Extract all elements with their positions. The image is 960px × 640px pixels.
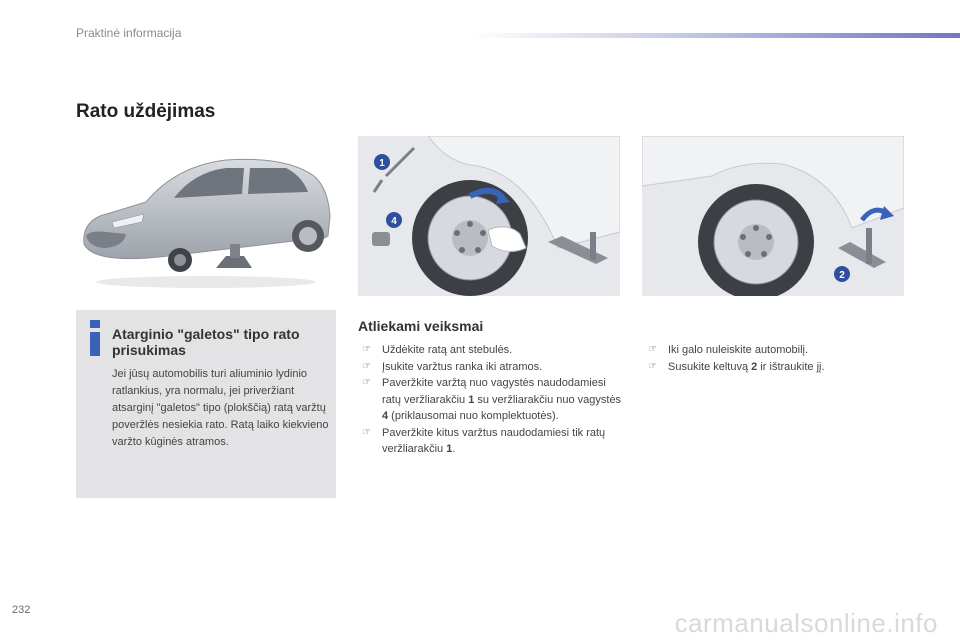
info-box xyxy=(76,310,336,498)
page-number: 232 xyxy=(12,604,31,616)
pointing-hand-icon: ☞ xyxy=(362,344,371,355)
step-reference-number: 1 xyxy=(446,443,453,455)
steps-list-right xyxy=(648,342,910,375)
lowering-jack-illustration xyxy=(642,136,904,296)
step-reference-number: 2 xyxy=(751,360,758,373)
step-item xyxy=(648,342,910,359)
callout-1: 1 xyxy=(379,158,385,169)
step-text: Uždėkite ratą ant stebulės. xyxy=(382,344,513,356)
actions-title: Atliekami veiksmai xyxy=(358,318,484,334)
step-text: . xyxy=(452,443,456,455)
car-on-jack-illustration xyxy=(76,136,338,296)
steps-list-left xyxy=(362,342,624,458)
step-text: ir ištraukite jį. xyxy=(757,360,825,373)
step-text: Įsukite varžtus ranka iki atramos. xyxy=(382,360,543,373)
step-text: Paveržkite kitus varžtus naudodamiesi tik ratų veržliarakčiu xyxy=(382,426,606,455)
pointing-hand-icon: ☞ xyxy=(362,360,371,372)
step-text: (priklausomai nuo komplektuotės). xyxy=(388,410,559,422)
step-text: Paveržkite varžtą nuo vagystės naudodamiesi ratų veržliarakčiu xyxy=(382,377,606,406)
step-text: Iki galo nuleiskite automobilį. xyxy=(668,344,809,356)
watermark: carmanualsonline.info xyxy=(674,608,938,638)
pointing-hand-icon: ☞ xyxy=(362,377,371,388)
page-title: Rato uždėjimas xyxy=(76,101,216,122)
step-item xyxy=(362,359,624,376)
step-text: Susukite keltuvą xyxy=(668,360,752,373)
info-title: Atarginio "galetos" tipo rato prisukimas xyxy=(112,326,300,358)
callout-4: 4 xyxy=(391,216,397,227)
info-icon xyxy=(88,320,102,356)
step-text: su veržliarakčiu nuo vagystės xyxy=(474,393,622,406)
header-accent-bar xyxy=(470,33,960,38)
step-item xyxy=(362,425,624,458)
info-text: Jei jūsų automobilis turi aliuminio lydinio ratlankius, yra normalu, jei priveržiant atsarginį "galetos" tipo (plokščią) ratą varžtų poveržlės nesiekia rato. Ratą laiko kiekvieno varžto kūginės atramos. xyxy=(112,368,329,448)
pointing-hand-icon: ☞ xyxy=(362,426,371,438)
step-item xyxy=(648,359,910,376)
pointing-hand-icon: ☞ xyxy=(648,360,657,372)
step-reference-number: 4 xyxy=(382,410,389,422)
wheel-bolts-illustration xyxy=(358,136,620,296)
step-reference-number: 1 xyxy=(468,393,475,406)
step-item xyxy=(362,342,624,359)
section-header: Praktinė informacija xyxy=(76,26,182,40)
callout-2: 2 xyxy=(839,270,845,281)
pointing-hand-icon: ☞ xyxy=(648,344,657,355)
step-item xyxy=(362,375,624,425)
